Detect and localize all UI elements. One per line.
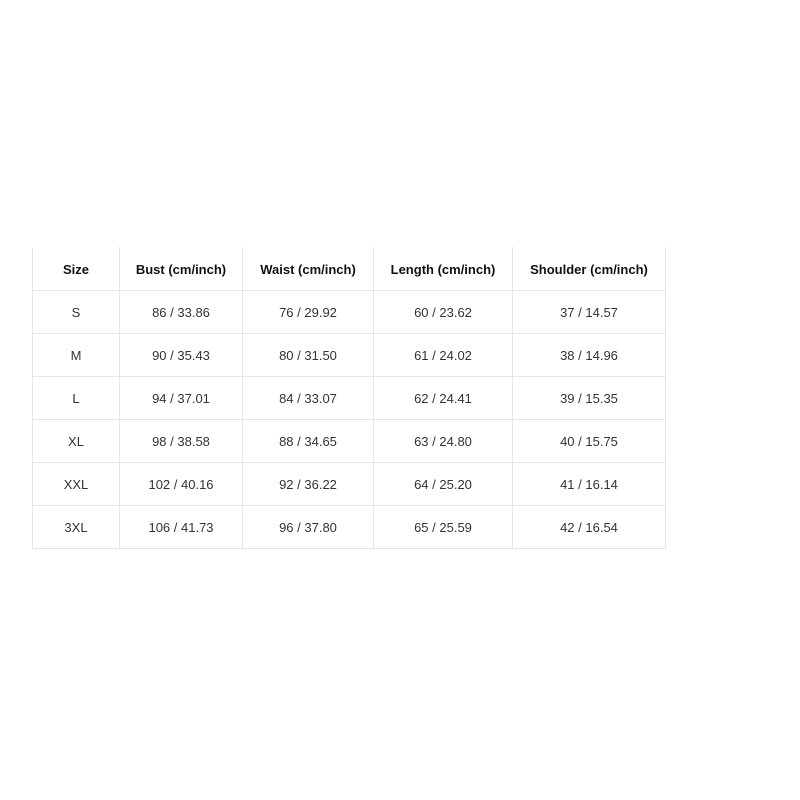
- cell-bust: 86 / 33.86: [120, 291, 243, 334]
- table-row: [33, 377, 666, 420]
- table-header: [33, 248, 666, 291]
- header-shoulder: Shoulder (cm/inch): [513, 248, 666, 291]
- table-row: [33, 420, 666, 463]
- cell-length: 63 / 24.80: [374, 420, 513, 463]
- cell-shoulder: 39 / 15.35: [513, 377, 666, 420]
- cell-shoulder: 37 / 14.57: [513, 291, 666, 334]
- cell-length: 60 / 23.62: [374, 291, 513, 334]
- cell-length: 65 / 25.59: [374, 506, 513, 549]
- table-row: [33, 291, 666, 334]
- cell-bust: 94 / 37.01: [120, 377, 243, 420]
- cell-bust: 90 / 35.43: [120, 334, 243, 377]
- cell-shoulder: 41 / 16.14: [513, 463, 666, 506]
- cell-waist: 88 / 34.65: [243, 420, 374, 463]
- header-size: Size: [33, 248, 120, 291]
- cell-length: 64 / 25.20: [374, 463, 513, 506]
- cell-waist: 92 / 36.22: [243, 463, 374, 506]
- cell-waist: 96 / 37.80: [243, 506, 374, 549]
- cell-size: 3XL: [33, 506, 120, 549]
- table-row: [33, 463, 666, 506]
- cell-length: 62 / 24.41: [374, 377, 513, 420]
- header-length: Length (cm/inch): [374, 248, 513, 291]
- cell-waist: 84 / 33.07: [243, 377, 374, 420]
- cell-length: 61 / 24.02: [374, 334, 513, 377]
- cell-size: XL: [33, 420, 120, 463]
- cell-shoulder: 40 / 15.75: [513, 420, 666, 463]
- cell-waist: 76 / 29.92: [243, 291, 374, 334]
- table-row: [33, 334, 666, 377]
- size-chart-table: [32, 247, 666, 549]
- table-body: [33, 291, 666, 549]
- header-waist: Waist (cm/inch): [243, 248, 374, 291]
- cell-bust: 106 / 41.73: [120, 506, 243, 549]
- cell-size: XXL: [33, 463, 120, 506]
- header-bust: Bust (cm/inch): [120, 248, 243, 291]
- header-row: [33, 248, 666, 291]
- cell-waist: 80 / 31.50: [243, 334, 374, 377]
- cell-bust: 98 / 38.58: [120, 420, 243, 463]
- cell-size: S: [33, 291, 120, 334]
- cell-shoulder: 38 / 14.96: [513, 334, 666, 377]
- cell-size: M: [33, 334, 120, 377]
- cell-bust: 102 / 40.16: [120, 463, 243, 506]
- table-row: [33, 506, 666, 549]
- cell-size: L: [33, 377, 120, 420]
- cell-shoulder: 42 / 16.54: [513, 506, 666, 549]
